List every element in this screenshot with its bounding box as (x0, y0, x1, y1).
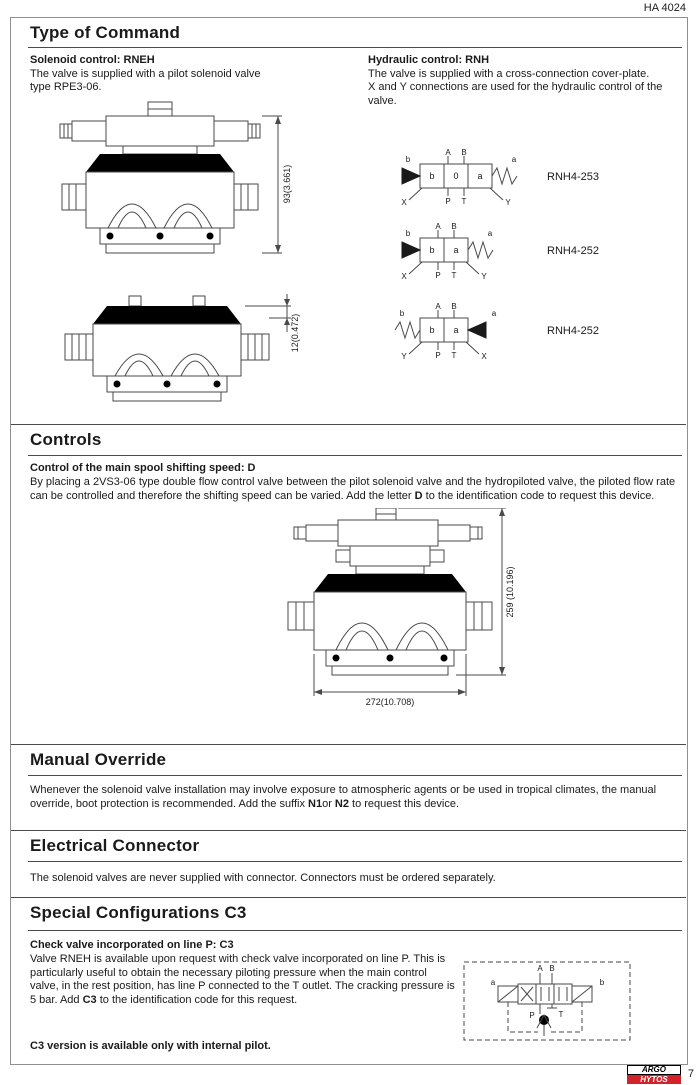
symbol-cell-label: b (429, 325, 435, 335)
section-divider (11, 897, 686, 898)
c3-note: C3 version is available only with internal pilot. (30, 1040, 271, 1052)
electrical-connector-paragraph: The solenoid valves are never supplied with connector. Connectors must be ordered separately. (30, 872, 496, 884)
section-title-type-of-command: Type of Command (30, 23, 181, 42)
actuator-label-right: a (491, 309, 497, 318)
hydraulic-symbol-rnh4-252-b (358, 302, 543, 360)
symbol-cell-label: b (429, 171, 435, 181)
heading-rule (28, 861, 682, 862)
logo-text-argo: ARGO (627, 1065, 681, 1075)
actuator-label-right: a (487, 229, 493, 238)
symbol-cell-label: a (453, 245, 459, 255)
port-label-t: T (451, 271, 457, 280)
actuator-label-left: b (405, 229, 411, 238)
port-label-a: A (445, 148, 451, 157)
rneh-solenoid-valve-drawing (48, 100, 293, 285)
rneh-valve-boot-drawing (55, 288, 300, 418)
port-label-y: Y (401, 352, 407, 360)
symbol-model-label: RNH4-253 (547, 171, 599, 183)
heading-rule (28, 455, 682, 456)
solenoid-control-heading: Solenoid control: RNEH (30, 54, 155, 66)
heading-rule (28, 775, 682, 776)
manual-override-bold-n1: N1 (308, 797, 323, 810)
symbol-model-label: RNH4-252 (547, 245, 599, 257)
c3-paragraph-part: Valve RNEH is available upon request with check valve incorporated on line P. This is particularly useful to obtain the necessary piloting pressure when the main control valve, in the rest position, has line P connected to the T outlet. The cracking pressure is 5 bar. Add (30, 953, 455, 1006)
section-divider (11, 830, 686, 831)
actuator-label-left: b (405, 155, 411, 164)
section-title-electrical-connector: Electrical Connector (30, 836, 200, 855)
solenoid-control-body: The valve is supplied with a pilot solenoid valve type RPE3-06. (30, 67, 261, 93)
symbol-cell-label: a (477, 171, 483, 181)
dimension-label-93: 93(3.661) (282, 164, 292, 204)
port-label-b: B (451, 302, 457, 311)
c3-paragraph (30, 953, 458, 1007)
heading-rule (28, 930, 682, 931)
hydraulic-control-text (368, 54, 668, 108)
port-label-p: P (435, 351, 441, 360)
c3-paragraph-part: to the identification code for this request. (96, 993, 298, 1006)
section-title-manual-override: Manual Override (30, 750, 167, 769)
controls-paragraph-bold-d: D (414, 489, 423, 502)
dimension-label-272: 272(10.708) (365, 697, 415, 707)
logo-text-hytos: HYTOS (627, 1075, 681, 1084)
manual-override-paragraph (30, 784, 678, 811)
actuator-label-left: a (490, 978, 496, 987)
page-number: 7 (687, 1068, 694, 1080)
symbol-cell-label: a (453, 325, 459, 335)
argo-hytos-logo (627, 1065, 681, 1084)
port-label-x: X (401, 198, 407, 206)
symbol-model-label: RNH4-252 (547, 325, 599, 337)
port-label-y: Y (481, 272, 487, 280)
controls-subheading: Control of the main spool shifting speed: D (30, 462, 256, 474)
symbol-cell-label: b (429, 245, 435, 255)
c3-subheading: Check valve incorporated on line P: C3 (30, 939, 234, 951)
hydraulic-symbol-rnh4-252-a (358, 222, 543, 280)
manual-override-part: Whenever the solenoid valve installation may involve exposure to atmospheric agents or be used in tropical climates, the manual override, boot protection is recommended. Add the suffix (30, 784, 657, 810)
section-divider (11, 424, 686, 425)
hydraulic-symbol-row-2 (358, 222, 599, 280)
manual-override-bold-n2: N2 (334, 797, 349, 810)
actuator-label-right: b (599, 978, 605, 987)
section-title-controls: Controls (30, 430, 102, 449)
hydraulic-control-heading: Hydraulic control: RNH (368, 54, 490, 66)
c3-hydraulic-scheme (462, 958, 634, 1046)
hydraulic-symbol-row-3 (358, 302, 599, 360)
port-label-p: P (445, 197, 451, 206)
hydraulic-symbol-rnh4-253 (358, 148, 543, 206)
manual-override-part: to request this device. (348, 797, 460, 810)
port-label-x: X (401, 272, 407, 280)
doc-reference: HA 4024 (643, 2, 686, 14)
port-label-p: P (435, 271, 441, 280)
hydraulic-control-body-2: X and Y connections are used for the hydraulic control of the valve. (368, 81, 663, 107)
controls-valve-drawing (268, 508, 518, 740)
controls-paragraph-part: By placing a 2VS3-06 type double flow control valve between the pilot solenoid valve and the hydropiloted valve, the piloted flow rate can be controlled and therefore the shifting speed can be varied. Add the letter (30, 476, 676, 502)
controls-paragraph-part: to the identification code to request this device. (422, 489, 655, 502)
port-label-b: B (451, 222, 457, 231)
section-divider (11, 744, 686, 745)
port-label-y: Y (505, 198, 511, 206)
port-label-b: B (461, 148, 467, 157)
manual-override-part: or (322, 797, 335, 810)
hydraulic-control-body-1: The valve is supplied with a cross-connection cover-plate. (368, 67, 650, 80)
actuator-label-left: b (399, 309, 405, 318)
port-label-t: T (558, 1010, 564, 1019)
section-title-special-c3: Special Configurations C3 (30, 903, 247, 922)
port-label-a: A (435, 222, 441, 231)
port-label-t: T (451, 351, 457, 360)
dimension-label-259: 259 (10.196) (505, 566, 515, 618)
hydraulic-symbol-row-1 (358, 148, 599, 206)
port-label-t: T (461, 197, 467, 206)
symbol-cell-label: 0 (453, 171, 459, 181)
port-label-p: P (529, 1011, 535, 1020)
port-label-x: X (481, 352, 487, 360)
port-label-a: A (537, 964, 543, 973)
controls-paragraph (30, 476, 678, 503)
solenoid-control-text (30, 54, 280, 95)
dimension-label-12: 12(0.472) (290, 313, 300, 353)
port-label-a: A (435, 302, 441, 311)
c3-paragraph-bold: C3 (82, 993, 97, 1006)
actuator-label-right: a (511, 155, 517, 164)
heading-rule (28, 47, 682, 48)
port-label-b: B (549, 964, 555, 973)
